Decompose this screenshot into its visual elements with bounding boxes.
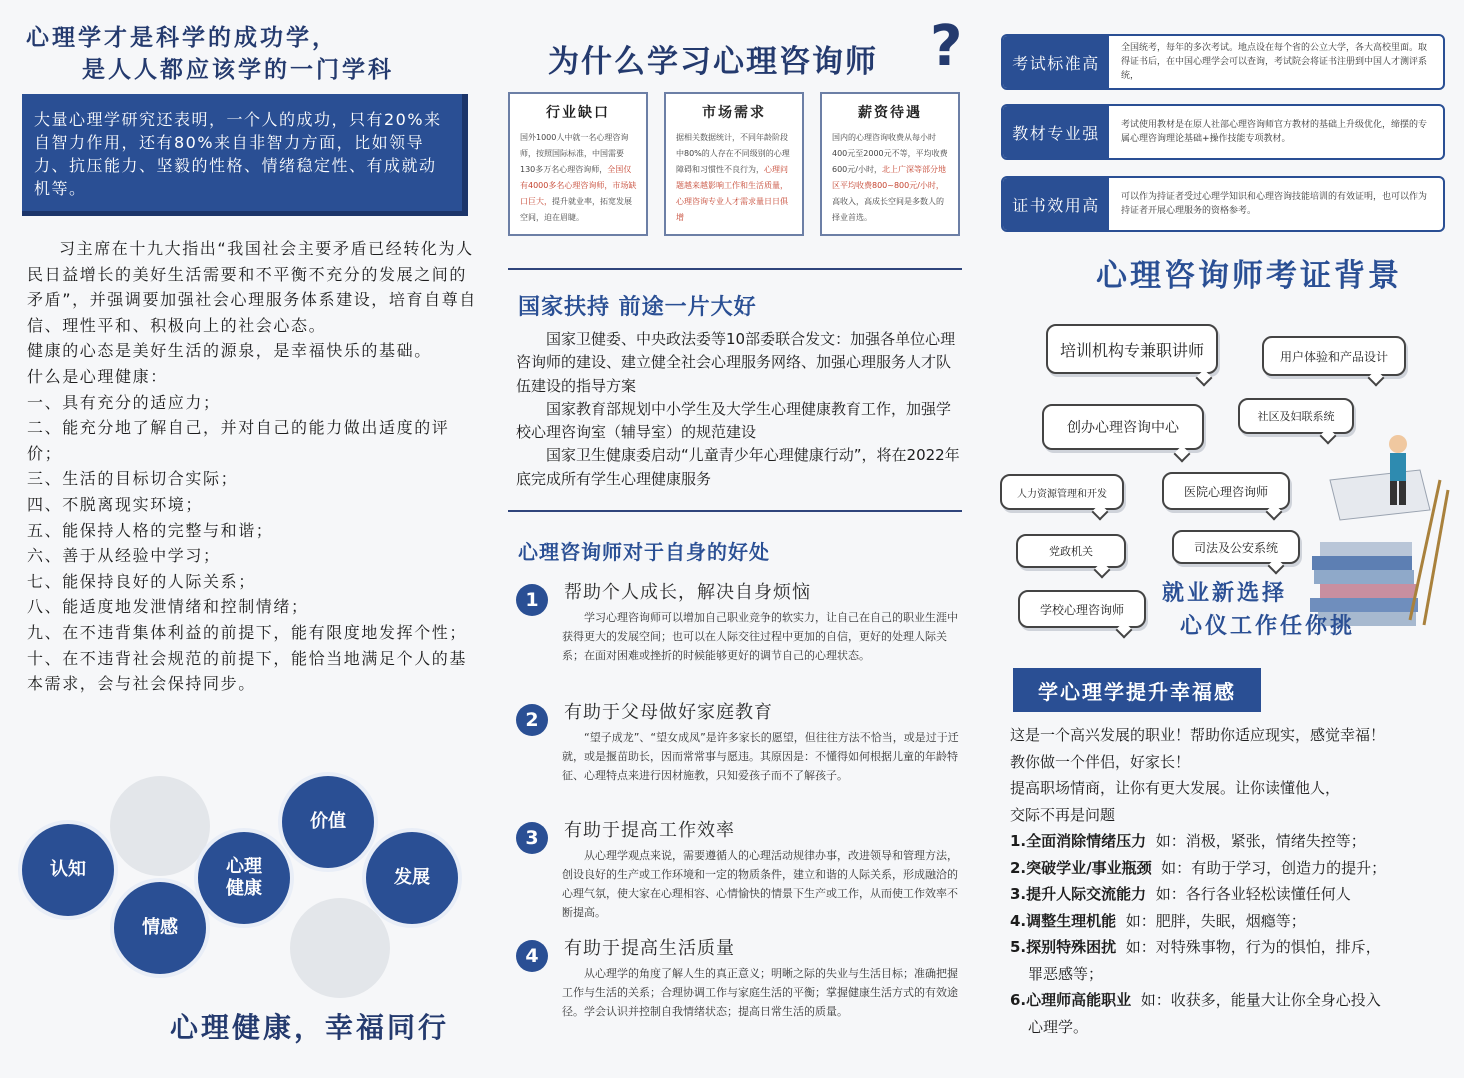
benefit-head: 有助于提高生活质量 (564, 938, 735, 959)
certificate-box (1001, 176, 1445, 232)
bubble-school: 学校心理咨询师 (1018, 590, 1146, 628)
number-badge: 2 (516, 704, 548, 736)
support-para: 国家卫健委、中央政法委等10部委联合发文：加强各单位心理咨询师的建设、建立健全社会心理服务网络、加强心理服务人才队伍建设的指导方案 (516, 330, 956, 395)
person-body (1390, 453, 1406, 481)
question-mark-icon: ? (930, 14, 963, 79)
left-title (26, 22, 394, 86)
box-label: 教材专业强 (1003, 106, 1109, 158)
health-item: 九、在不违背集体利益的前提下，能有限度地发挥个性； (27, 622, 468, 642)
benefit-head: 有助于提高工作效率 (564, 820, 735, 841)
bubble-center: 创办心理咨询中心 (1042, 404, 1204, 450)
health-item: 四、不脱离现实环境； (27, 494, 204, 514)
health-item: 一、具有充分的适应力； (27, 392, 221, 412)
divider (508, 510, 962, 512)
book (1320, 542, 1412, 556)
support-title: 国家扶持 前途一片大好 (518, 295, 757, 320)
number-badge: 1 (516, 584, 548, 616)
person-leg (1390, 481, 1397, 505)
intro-box: 大量心理学研究还表明，一个人的成功，只有20%来自智力作用，还有80%来自非智力方面，比如领导力、抗压能力、坚毅的性格、情绪稳定性、有成就动机等。 (22, 94, 468, 216)
happy-point-cont: 心理学。 (1028, 1017, 1089, 1036)
person-head (1389, 435, 1407, 453)
benefit-head: 帮助个人成长，解决自身烦恼 (564, 582, 811, 603)
health-item: 三、生活的目标切合实际； (27, 469, 239, 489)
happy-line: 交际不再是问题 (1010, 805, 1116, 824)
happiness-title: 学心理学提升幸福感 (1013, 668, 1261, 712)
card-text: 国外1000人中就一名心理咨询师，按照国际标准，中国需要130多万名心理咨询师，全国仅有4000多名心理咨询师，市场缺口巨大，提升就业率，拓宽发展空间，迫在眉睫。 (520, 133, 637, 222)
benefit-title: 心理咨询师对于自身的好处 (518, 540, 770, 564)
support-paragraphs (516, 328, 962, 491)
hex-mental-health: 心理 健康 (198, 832, 290, 924)
bubble-trainer: 培训机构专兼职讲师 (1046, 324, 1218, 374)
health-item: 五、能保持人格的完整与和谐； (27, 520, 274, 540)
support-para: 国家卫生健康委启动“儿童青少年心理健康行动”，将在2022年底完成所有学生心理健康服务 (516, 446, 960, 488)
health-item: 七、能保持良好的人际关系； (27, 571, 256, 591)
card-text: 据相关数据统计，不同年龄阶段中80%的人存在不同级别的心理障碍和习惯性不良行为，心理问题越来越影响工作和生活质量，心理咨询专业人才需求量日日俱增 (676, 133, 790, 222)
bubble-hr: 人力资源管理和开发 (1000, 474, 1124, 510)
benefit-text: 从心理学观点来说，需要遵循人的心理活动规律办事，改进领导和管理方法，创设良好的生产或工作环境和一定的物质条件，建立和谐的人际关系，形成融洽的心理气氛，使大家在心理相容、心情愉快的情景下生产或工作，从而使工作效率不断提高。 (562, 849, 958, 919)
middle-title: 为什么学习心理咨询师 (548, 44, 878, 80)
number-badge: 4 (516, 940, 548, 972)
card-head: 市场需求 (702, 105, 766, 121)
bubble-party: 党政机关 (1016, 534, 1126, 568)
left-body (27, 236, 477, 697)
box-label: 证书效用高 (1003, 178, 1109, 230)
box-text: 全国统考，每年的多次考试。地点设在每个省的公立大学，各大高校里面。取得证书后，在中国心理学会可以查询，考试院会将证书注册到中国人才测评系统， (1121, 43, 1428, 81)
textbook-box (1001, 104, 1445, 160)
hex-value: 价值 (282, 776, 374, 868)
benefit-text: 学习心理咨询师可以增加自己职业竞争的软实力，让自己在自己的职业生涯中获得更大的发展空间；也可以在人际交往过程中更加的自信，更好的处理人际关系；在面对困难或挫折的时候能够更好的调节自己的心理状态。 (562, 611, 958, 662)
exam-standard-box (1001, 34, 1445, 90)
happy-line: 提高职场情商，让你有更大发展。让你读懂他人， (1010, 779, 1341, 797)
benefit-text: 从心理学的角度了解人生的真正意义；明晰之际的失业与生活目标；准确把握工作与生活的关系；合理协调工作与家庭生活的平衡；掌握健康生活方式的有效途径。学会认识并控制自我情绪状态；提高日常生活的质量。 (562, 967, 958, 1018)
hex-emotion: 情感 (114, 882, 206, 974)
happy-point-cont: 罪恶感等； (1028, 964, 1104, 983)
hex-diagram (20, 770, 490, 1020)
happy-point: 6.心理师高能职业 如：收获多，能量大让你全身心投入 (1010, 991, 1381, 1009)
divider (508, 268, 962, 270)
happy-line: 教你做一个伴侣，好家长！ (1010, 752, 1191, 771)
box-label: 考试标准高 (1003, 36, 1109, 88)
bubble-justice: 司法及公安系统 (1172, 530, 1300, 564)
happy-point: 2.突破学业/事业瓶颈 如：有助于学习，创造力的提升； (1010, 858, 1387, 877)
hands-photo (290, 898, 390, 998)
support-para: 国家教育部规划中小学生及大学生心理健康教育工作，加强学校心理咨询室（辅导室）的规范建设 (516, 399, 952, 442)
left-para-1: 习主席在十九大指出“我国社会主要矛盾已经转化为人民日益增长的美好生活需要和不平衡不充分的发展之间的矛盾”，并强调要加强社会心理服务体系建设，培育自尊自信、理性平和、积极向上的社会心态。 (27, 239, 477, 335)
bubble-hospital: 医院心理咨询师 (1162, 472, 1290, 510)
card-head: 薪资待遇 (858, 105, 922, 121)
background-title: 心理咨询师考证背景 (1096, 258, 1402, 294)
card-text: 国内的心理咨询收费从每小时400元至2000元不等，平均收费600元/小时，北上广深等部分地区平均收费800~800元/小时，高收入，高成长空间是多数人的择业首选。 (832, 133, 948, 222)
left-slogan: 心理健康，幸福同行 (170, 1011, 450, 1044)
health-item: 六、善于从经验中学习； (27, 546, 221, 566)
benefit-head: 有助于父母做好家庭教育 (564, 702, 773, 723)
left-title-line1: 心理学才是科学的成功学， (26, 25, 338, 51)
left-para-2: 健康的心态是美好生活的源泉，是幸福快乐的基础。 (27, 341, 432, 361)
happy-point: 3.提升人际交流能力 如：各行各业轻松读懂任何人 (1010, 885, 1351, 903)
health-item: 八、能适度地发泄情绪和控制情绪； (27, 597, 309, 617)
person-leg (1399, 481, 1406, 505)
open-book (1330, 470, 1430, 520)
card-salary (820, 92, 960, 236)
card-industry-gap (508, 92, 648, 236)
health-item: 十、在不违背社会规范的前提下，能恰当地满足个人的基本需求，会与社会保持同步。 (27, 648, 468, 694)
health-item: 二、能充分地了解自己，并对自己的能力做出适度的评价； (27, 418, 450, 463)
new-choice (1162, 577, 1355, 643)
doctor-photo (110, 776, 210, 876)
book (1312, 556, 1412, 570)
bubble-ux: 用户体验和产品设计 (1262, 336, 1406, 376)
happy-line: 这是一个高兴发展的职业！帮助你适应现实，感觉幸福！ (1010, 726, 1386, 744)
new-choice-line2: 心仪工作任你挑 (1180, 614, 1356, 639)
happy-point: 1.全面消除情绪压力 如：消极，紧张，情绪失控等； (1010, 832, 1366, 850)
bubble-community: 社区及妇联系统 (1238, 398, 1354, 434)
card-head: 行业缺口 (546, 105, 610, 121)
card-market-demand (664, 92, 804, 236)
hex-development: 发展 (366, 832, 458, 924)
left-para-3: 什么是心理健康： (27, 366, 168, 386)
box-text: 可以作为持证者受过心理学知识和心理咨询技能培训的有效证明，也可以作为持证者开展心理服务的资格参考。 (1121, 192, 1428, 216)
new-choice-line1: 就业新选择 (1162, 581, 1288, 606)
box-text: 考试使用教材是在原人社部心理咨询师官方教材的基础上升级优化，缔摆的专属心理咨询理论基础+操作技能专项教材。 (1121, 120, 1428, 144)
benefit-text: “望子成龙”、“望女成凤”是许多家长的愿望，但往往方法不恰当，或是过于迁就，或是揠苗助长，因而常常事与愿违。其原因是：不懂得如何根据儿童的年龄特征、心理特点来进行因材施教，只知爱孩子而不了解孩子。 (562, 731, 959, 782)
happiness-body (1010, 722, 1450, 1040)
hex-cognition: 认知 (22, 824, 114, 916)
number-badge: 3 (516, 822, 548, 854)
happy-point: 5.探别特殊困扰 如：对特殊事物，行为的惧怕，排斥， (1010, 938, 1381, 956)
happy-point: 4.调整生理机能 如：肥胖，失眠，烟瘾等； (1010, 911, 1306, 930)
left-title-line2: 是人人都应该学的一门学科 (82, 57, 394, 83)
